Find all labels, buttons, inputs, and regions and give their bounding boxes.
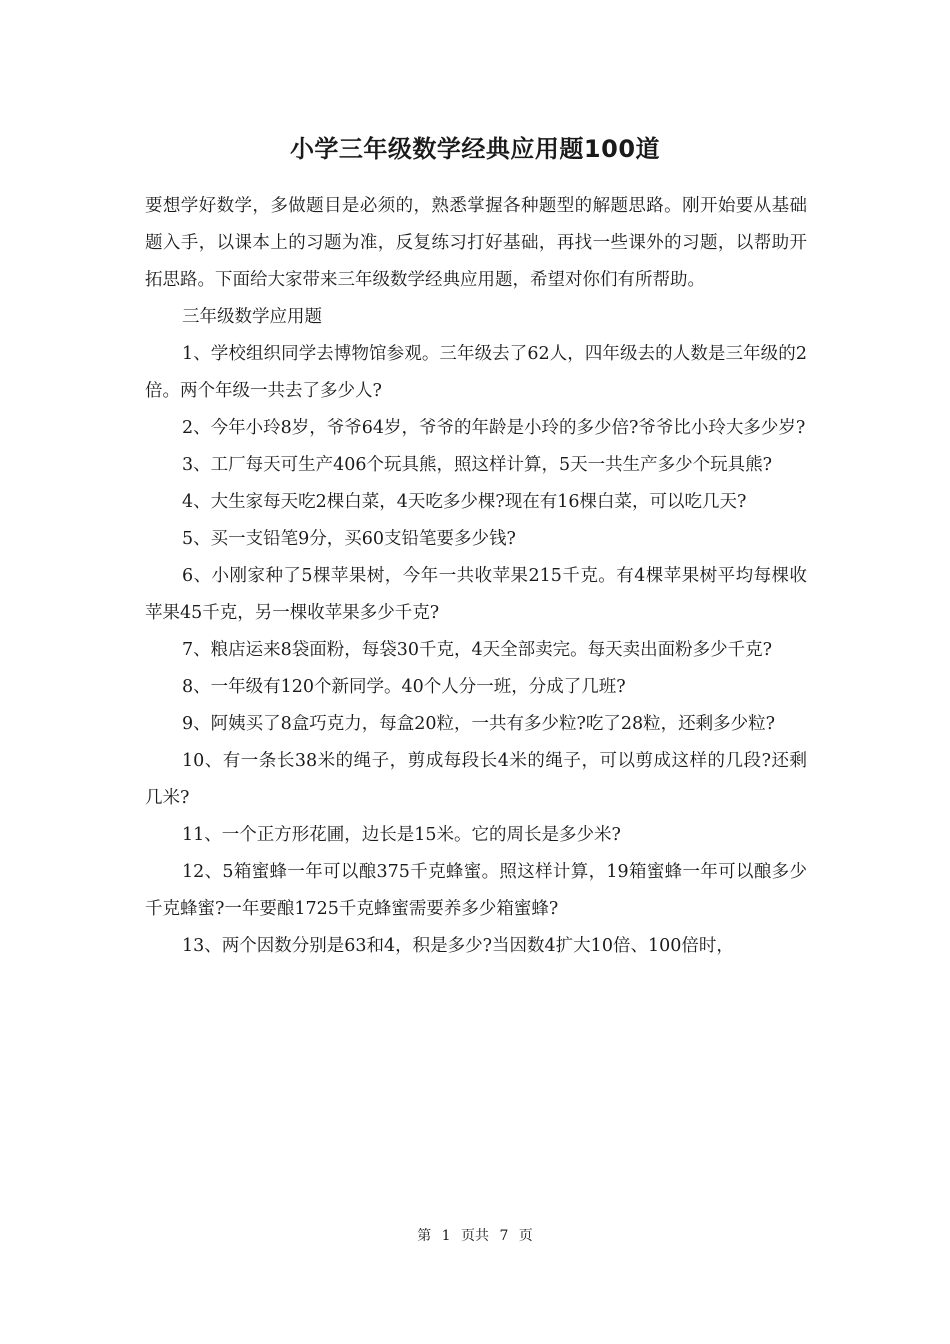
question-item: 6、小刚家种了5棵苹果树，今年一共收苹果215千克。有4棵苹果树平均每棵收苹果45千克，另一棵收苹果多少千克? bbox=[145, 566, 807, 623]
question-item: 8、一年级有120个新同学。40个人分一班，分成了几班? bbox=[182, 677, 626, 697]
page-title: 小学三年级数学经典应用题100道 bbox=[289, 135, 661, 163]
question-item: 3、工厂每天可生产406个玩具熊，照这样计算，5天一共生产多少个玩具熊? bbox=[182, 455, 773, 475]
question-item: 10、有一条长38米的绳子，剪成每段长4米的绳子，可以剪成这样的几段?还剩几米? bbox=[145, 751, 807, 808]
question-item: 11、一个正方形花圃，边长是15米。它的周长是多少米? bbox=[182, 825, 621, 845]
question-item: 13、两个因数分别是63和4，积是多少?当因数4扩大10倍、100倍时， bbox=[182, 936, 734, 956]
question-item: 4、大生家每天吃2棵白菜，4天吃多少棵?现在有16棵白菜，可以吃几天? bbox=[182, 492, 747, 512]
section-heading: 三年级数学应用题 bbox=[182, 307, 322, 327]
document-body bbox=[145, 188, 807, 965]
intro-paragraph: 要想学好数学，多做题目是必须的，熟悉掌握各种题型的解题思路。刚开始要从基础题入手，以课本上的习题为准，反复练习打好基础，再找一些课外的习题，以帮助开拓思路。下面给大家带来三年级数学经典应用题，希望对你们有所帮助。 bbox=[145, 196, 807, 290]
question-item: 7、粮店运来8袋面粉，每袋30千克，4天全部卖完。每天卖出面粉多少千克? bbox=[182, 640, 773, 660]
page-number-footer: 第 1 页共 7 页 bbox=[417, 1228, 533, 1244]
question-item: 2、今年小玲8岁，爷爷64岁，爷爷的年龄是小玲的多少倍?爷爷比小玲大多少岁? bbox=[182, 418, 806, 438]
question-item: 1、学校组织同学去博物馆参观。三年级去了62人，四年级去的人数是三年级的2倍。两个年级一共去了多少人? bbox=[145, 344, 807, 401]
question-item: 9、阿姨买了8盒巧克力，每盒20粒，一共有多少粒?吃了28粒，还剩多少粒? bbox=[182, 714, 776, 734]
question-item: 12、5箱蜜蜂一年可以酿375千克蜂蜜。照这样计算，19箱蜜蜂一年可以酿多少千克蜂蜜?一年要酿1725千克蜂蜜需要养多少箱蜜蜂? bbox=[145, 862, 807, 919]
question-item: 5、买一支铅笔9分，买60支铅笔要多少钱? bbox=[182, 529, 516, 549]
